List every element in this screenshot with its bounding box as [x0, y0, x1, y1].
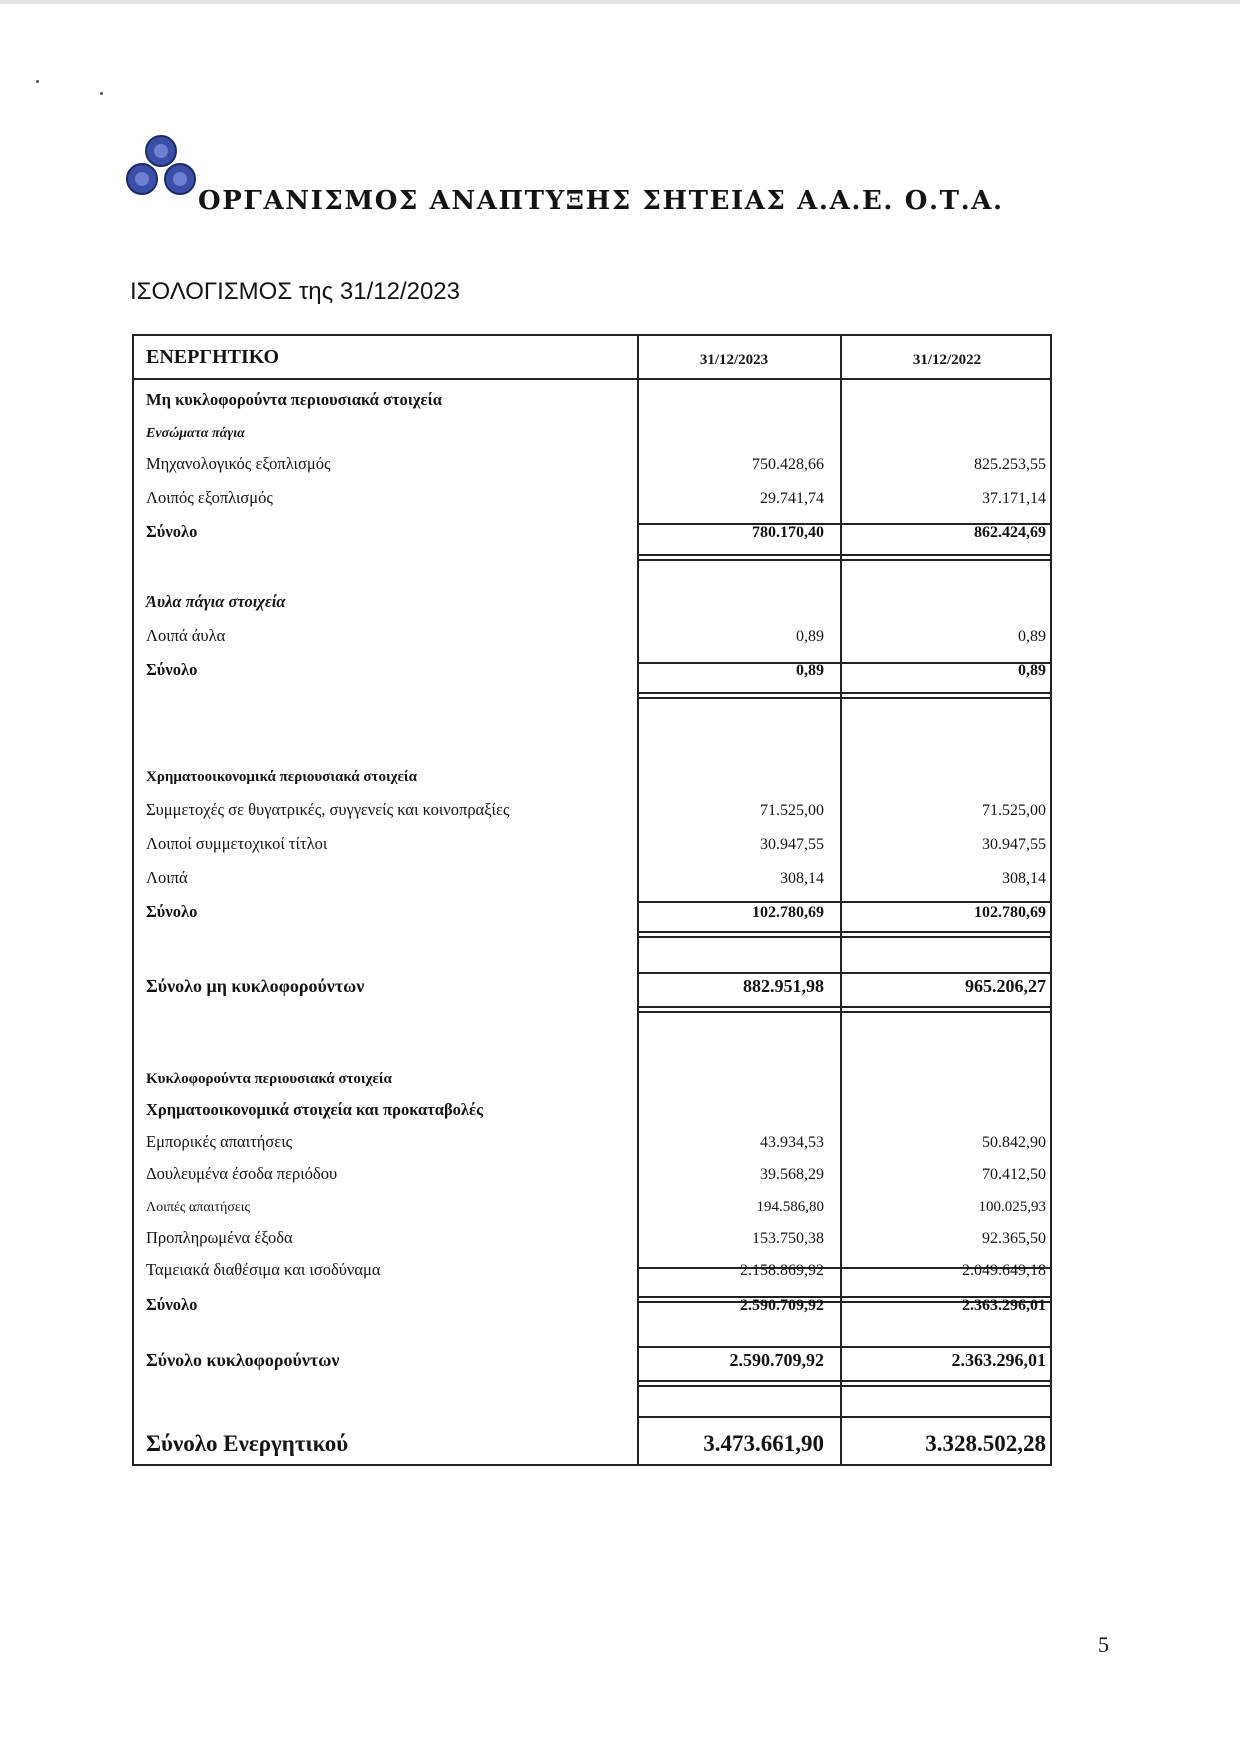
- value-2023: 750.428,66: [752, 456, 824, 473]
- value-2022: 2.363.296,01: [951, 1350, 1046, 1370]
- subtotal-row: [132, 1290, 1052, 1318]
- value-2022: 825.253,55: [974, 456, 1046, 473]
- section-row: [132, 385, 1052, 413]
- scan-speck: [100, 92, 103, 95]
- rule: [637, 1006, 1052, 1008]
- rule: [637, 936, 1052, 938]
- table-row: [132, 449, 1052, 477]
- row-label: Δουλευμένα έσοδα περιόδου: [146, 1164, 338, 1183]
- section-row: [132, 761, 1052, 789]
- value-2023: 2.158.869,92: [740, 1262, 824, 1279]
- value-2022: 2.049.649,18: [962, 1262, 1046, 1279]
- rule: [637, 692, 1052, 694]
- row-label: Μηχανολογικός εξοπλισμός: [146, 454, 331, 473]
- table-row: [132, 1127, 1052, 1155]
- value-2022: 92.365,50: [982, 1230, 1046, 1247]
- value-2022: 308,14: [1002, 870, 1046, 887]
- table-row: [132, 1159, 1052, 1187]
- row-label: Ταμειακά διαθέσιμα και ισοδύναμα: [146, 1260, 381, 1279]
- row-label: Σύνολο μη κυκλοφορούντων: [146, 976, 365, 996]
- subtotal-row: [132, 655, 1052, 683]
- value-2023: 3.473.661,90: [703, 1431, 824, 1456]
- rule: [637, 931, 1052, 933]
- row-label: Συμμετοχές σε θυγατρικές, συγγενείς και κοινοπραξίες: [146, 800, 510, 819]
- table-row: [132, 483, 1052, 511]
- value-2023: 71.525,00: [760, 802, 824, 819]
- row-label: Άυλα πάγια στοιχεία: [146, 592, 286, 611]
- row-label: Σύνολο κυκλοφορούντων: [146, 1350, 340, 1370]
- row-label: Λοιπά άυλα: [146, 626, 226, 645]
- scan-edge: [0, 0, 1240, 4]
- rule: [637, 1416, 1052, 1418]
- table-border-top: [132, 334, 1052, 336]
- table-row: [132, 1255, 1052, 1283]
- organization-name: ΟΡΓΑΝΙΣΜΟΣ ΑΝΑΠΤΥΞΗΣ ΣΗΤΕΙΑΣ Α.Α.Ε. Ο.Τ.Α.: [198, 186, 1004, 216]
- value-2023: 29.741,74: [760, 490, 824, 507]
- row-label: Χρηματοοικονομικά στοιχεία και προκαταβολές: [146, 1100, 484, 1119]
- rule: [637, 697, 1052, 699]
- rule: [637, 554, 1052, 556]
- value-2023: 780.170,40: [752, 524, 824, 541]
- grand-total-row: [132, 1426, 1052, 1460]
- value-2022: 100.025,93: [978, 1199, 1046, 1215]
- table-row: [132, 621, 1052, 649]
- value-2022: 2.363.296,01: [962, 1297, 1046, 1314]
- value-2023: 102.780,69: [752, 904, 824, 921]
- value-2022: 3.328.502,28: [925, 1431, 1046, 1456]
- table-header-row: [132, 344, 1052, 372]
- column-header-2022: 31/12/2022: [912, 352, 982, 368]
- row-label: Σύνολο: [146, 660, 198, 679]
- table-row: [132, 1223, 1052, 1251]
- value-2023: 882.951,98: [743, 976, 824, 996]
- row-label: Μη κυκλοφορούντα περιουσιακά στοιχεία: [146, 390, 442, 409]
- section-row: [132, 1063, 1052, 1091]
- three-circles-logo-icon: [126, 134, 196, 200]
- subtotal-row: [132, 517, 1052, 545]
- rule: [637, 1385, 1052, 1387]
- value-2022: 0,89: [1018, 628, 1046, 645]
- column-header-2023: 31/12/2023: [699, 352, 769, 368]
- table-row: [132, 795, 1052, 823]
- total-row: [132, 972, 1052, 1000]
- row-label: Σύνολο Ενεργητικού: [146, 1431, 349, 1456]
- rule: [637, 1380, 1052, 1382]
- scan-speck: [36, 80, 39, 83]
- row-label: Εμπορικές απαιτήσεις: [146, 1132, 293, 1151]
- rule: [637, 559, 1052, 561]
- value-2023: 39.568,29: [760, 1166, 824, 1183]
- value-2022: 965.206,27: [965, 976, 1046, 996]
- value-2022: 30.947,55: [982, 836, 1046, 853]
- subtotal-row: [132, 897, 1052, 925]
- table-row: [132, 863, 1052, 891]
- value-2023: 43.934,53: [760, 1134, 824, 1151]
- subsection-row: [132, 1095, 1052, 1123]
- table-row: [132, 829, 1052, 857]
- row-label: Σύνολο: [146, 1295, 198, 1314]
- subsection-row: [132, 417, 1052, 445]
- row-label: Λοιπά: [146, 868, 188, 887]
- table-border-bottom: [132, 1464, 1052, 1466]
- header-rule: [132, 378, 1052, 380]
- rule: [637, 1011, 1052, 1013]
- value-2022: 50.842,90: [982, 1134, 1046, 1151]
- table-row: [132, 1191, 1052, 1219]
- value-2023: 2.590.709,92: [740, 1297, 824, 1314]
- row-label: Κυκλοφορούντα περιουσιακά στοιχεία: [146, 1071, 392, 1087]
- value-2023: 0,89: [796, 628, 824, 645]
- value-2022: 0,89: [1018, 662, 1046, 679]
- value-2023: 153.750,38: [752, 1230, 824, 1247]
- row-label: Λοιπός εξοπλισμός: [146, 488, 273, 507]
- value-2023: 0,89: [796, 662, 824, 679]
- value-2022: 37.171,14: [982, 490, 1046, 507]
- row-label: Προπληρωμένα έξοδα: [146, 1228, 293, 1247]
- value-2023: 2.590.709,92: [729, 1350, 824, 1370]
- value-2023: 308,14: [780, 870, 824, 887]
- balance-sheet-table: [132, 334, 1052, 1466]
- subsection-row: [132, 587, 1052, 615]
- value-2023: 194.586,80: [756, 1199, 824, 1215]
- row-label: Ενσώματα πάγια: [146, 426, 245, 441]
- row-label: Χρηματοοικονομικά περιουσιακά στοιχεία: [146, 769, 417, 785]
- row-label: Λοιποί συμμετοχικοί τίτλοι: [146, 834, 328, 853]
- row-label: Σύνολο: [146, 902, 198, 921]
- value-2023: 30.947,55: [760, 836, 824, 853]
- value-2022: 862.424,69: [974, 524, 1046, 541]
- value-2022: 71.525,00: [982, 802, 1046, 819]
- value-2022: 102.780,69: [974, 904, 1046, 921]
- total-row: [132, 1346, 1052, 1374]
- page-number: 5: [1098, 1632, 1109, 1657]
- section-heading: ΕΝΕΡΓΗΤΙΚΟ: [146, 346, 279, 368]
- row-label: Λοιπές απαιτήσεις: [146, 1200, 251, 1215]
- row-label: Σύνολο: [146, 522, 198, 541]
- document-title: ΙΣΟΛΟΓΙΣΜΟΣ της 31/12/2023: [130, 278, 460, 305]
- value-2022: 70.412,50: [982, 1166, 1046, 1183]
